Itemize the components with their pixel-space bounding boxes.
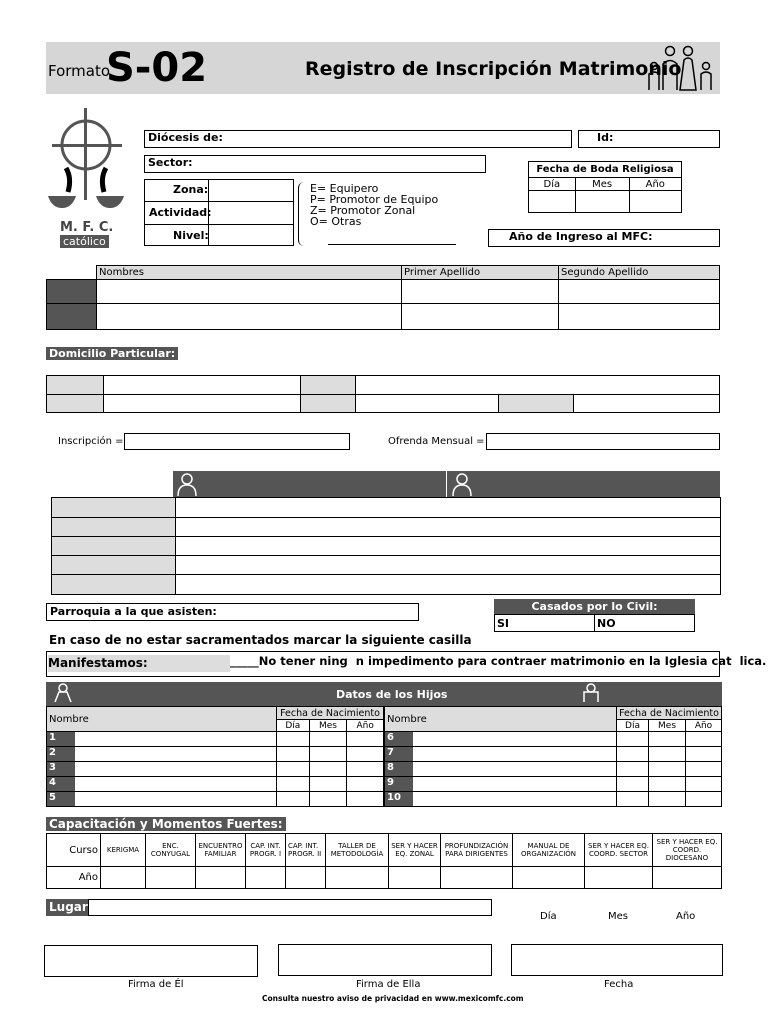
role-p: P= Promotor de Equipo: [310, 193, 439, 206]
role-legend: [310, 183, 438, 227]
role-e: E= Equipero: [310, 182, 379, 195]
logo-mfc-text: M. F. C.: [60, 220, 114, 235]
nombres-el-input[interactable]: [97, 280, 402, 304]
primer-el-input[interactable]: [402, 280, 559, 304]
firma-el-box[interactable]: [44, 945, 258, 977]
names-table: [46, 265, 720, 330]
nivel-label: Nivel:: [173, 229, 209, 242]
lugar-input[interactable]: [88, 899, 492, 916]
persons-table: [51, 497, 721, 595]
person-row-2-input[interactable]: [176, 518, 721, 537]
primer-ella-input[interactable]: [402, 304, 559, 330]
child-icon-left: [52, 682, 74, 708]
boda-title: Fecha de Boda Religiosa: [529, 162, 682, 178]
capacitacion-title: Capacitación y Momentos Fuertes:: [46, 817, 286, 831]
hijo-num-8: 8: [385, 762, 413, 776]
hijo-num-5: 5: [47, 792, 75, 806]
hijos-left-table: Nombre Fecha de Nacimiento Día Mes Año 1 2 3 4 5: [46, 706, 384, 807]
boda-anio: Año: [629, 178, 681, 191]
boda-dia-input[interactable]: [529, 191, 576, 213]
hijo-num-1: 1: [47, 732, 75, 746]
sector-field[interactable]: Sector:: [144, 155, 486, 173]
hijo-num-6: 6: [385, 732, 413, 746]
parroquia-field[interactable]: Parroquia a la que asisten:: [46, 603, 419, 621]
row-ella-marker: [47, 304, 97, 330]
ingreso-field[interactable]: Año de Ingreso al MFC:: [488, 229, 720, 247]
zona-input[interactable]: [208, 180, 293, 201]
hijo-num-2: 2: [47, 747, 75, 761]
zona-label: Zona:: [173, 183, 209, 196]
anio-label: Año: [47, 867, 101, 889]
person-row-5-input[interactable]: [176, 575, 721, 595]
diocesis-field[interactable]: Diócesis de:: [144, 130, 572, 148]
role-brace: [298, 182, 304, 246]
lugar-dia: Día: [540, 911, 557, 922]
ofrenda-label: Ofrenda Mensual =: [388, 436, 485, 447]
hijos-nombre-header-right: Nombre: [385, 707, 617, 732]
sacramentos-note: En caso de no estar sacramentados marcar la siguiente casilla: [49, 633, 472, 647]
role-o: O= Otras: [310, 215, 362, 228]
manifestamos-label: Manifestamos:: [48, 655, 230, 672]
fecha-box[interactable]: [511, 944, 723, 976]
nombres-ella-input[interactable]: [97, 304, 402, 330]
hijo-num-10: 10: [385, 792, 413, 806]
boda-anio-input[interactable]: [629, 191, 681, 213]
boda-mes-input[interactable]: [575, 191, 629, 213]
role-z: Z= Promotor Zonal: [310, 204, 416, 217]
privacy-footer: Consulta nuestro aviso de privacidad en www.mexicomfc.com: [262, 994, 524, 1003]
boda-date-table: [528, 161, 682, 213]
nombres-header: Nombres: [97, 266, 402, 280]
lugar-anio: Año: [676, 911, 696, 922]
segundo-ella-input[interactable]: [559, 304, 720, 330]
civil-si[interactable]: SI: [495, 615, 595, 632]
firma-ella-label: Firma de Ella: [356, 979, 421, 990]
inscripcion-label: Inscripción =: [58, 436, 124, 447]
id-field[interactable]: [578, 130, 720, 148]
firma-ella-box[interactable]: [278, 944, 492, 976]
hijos-fecha-header-right: Fecha de Nacimiento: [617, 707, 722, 720]
ofrenda-input[interactable]: [486, 433, 720, 450]
capacitacion-table: Curso KERIGMA ENC. CONYUGAL ENCUENTRO FAMILIAR CAP. INT. PROGR. I CAP. INT. PROGR. II TALLER DE METODOLOGÍA SER Y HACER EQ. ZONAL PROFUNDIZACIÓN PARA DIRIGENTES MANUAL DE ORGANIZACIÓN SER Y HACER EQ. COORD. SECTOR SER Y HACER EQ. COORD. DIOCESANO Año: [46, 833, 722, 889]
segundo-apellido-header: Segundo Apellido: [559, 266, 720, 280]
actividad-input[interactable]: [208, 202, 293, 224]
domicilio-estado-input[interactable]: [356, 395, 499, 413]
domicilio-cp-input[interactable]: [574, 395, 720, 413]
person-row-3-input[interactable]: [176, 537, 721, 556]
male-person-icon: [176, 472, 198, 500]
row-el-marker: [47, 280, 97, 304]
curso-label: Curso: [47, 834, 101, 867]
hijo-num-9: 9: [385, 777, 413, 791]
hijos-title: Datos de los Hijos: [336, 688, 448, 701]
civil-no[interactable]: NO: [595, 615, 695, 632]
role-line: [328, 244, 456, 245]
inscripcion-input[interactable]: [124, 433, 350, 450]
female-person-icon: [451, 472, 473, 500]
manifestamos-text: _____No tener ning n impedimento para contraer matrimonio en la Iglesia cat lica.: [230, 654, 767, 668]
primer-apellido-header: Primer Apellido: [402, 266, 559, 280]
civil-table: [494, 614, 695, 632]
hijo-num-3: 3: [47, 762, 75, 776]
hijo-num-7: 7: [385, 747, 413, 761]
domicilio-label: Domicilio Particular:: [46, 347, 178, 360]
mfc-logo: [46, 108, 128, 250]
hijos-nombre-header-left: Nombre: [47, 707, 277, 732]
person-row-4-input[interactable]: [176, 556, 721, 575]
hijos-right-table: Nombre Fecha de Nacimiento Día Mes Año 6 7 8 9 10: [384, 706, 722, 807]
boda-dia: Día: [529, 178, 576, 191]
firma-el-label: Firma de Él: [128, 979, 184, 990]
boda-mes: Mes: [575, 178, 629, 191]
hijo-num-4: 4: [47, 777, 75, 791]
family-icon: [644, 44, 716, 92]
nivel-input[interactable]: [208, 225, 293, 245]
lugar-label: Lugar: [46, 899, 88, 916]
formato-label: Formato: [48, 62, 111, 80]
domicilio-calle-input[interactable]: [104, 376, 301, 395]
hijos-fecha-header-left: Fecha de Nacimiento: [277, 707, 384, 720]
logo-catolico-text: católico: [60, 235, 109, 248]
child-icon-right: [580, 682, 602, 708]
civil-title: Casados por lo Civil:: [494, 599, 695, 614]
lugar-mes: Mes: [608, 911, 628, 922]
domicilio-ciudad-input[interactable]: [104, 395, 301, 413]
domicilio-colonia-input[interactable]: [356, 376, 720, 395]
domicilio-table: [46, 375, 720, 413]
id-label: Id:: [597, 131, 614, 144]
segundo-el-input[interactable]: [559, 280, 720, 304]
actividad-label: Actividad:: [149, 206, 212, 219]
form-code: S-02: [106, 45, 208, 91]
person-row-1-input[interactable]: [176, 498, 721, 518]
form-title: Registro de Inscripción Matrimonio: [305, 58, 682, 80]
fecha-label: Fecha: [604, 979, 634, 990]
